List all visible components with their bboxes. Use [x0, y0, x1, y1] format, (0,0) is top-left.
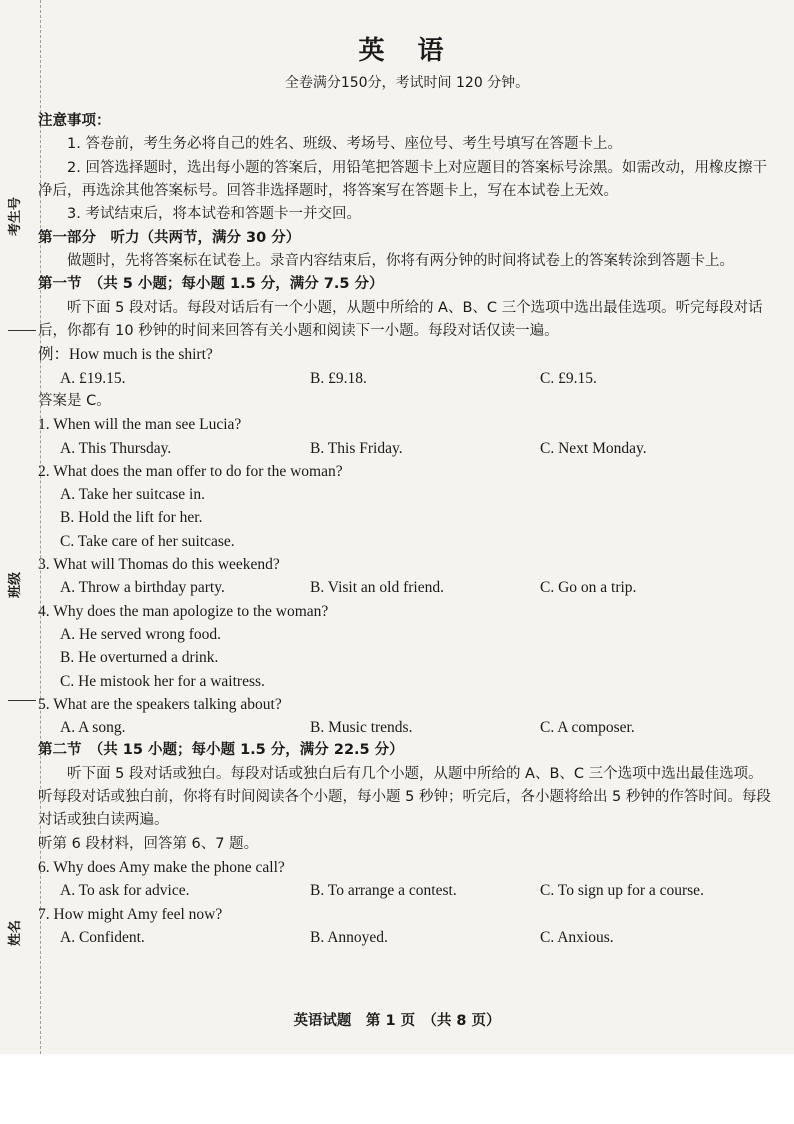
section1-instruction: 听下面 5 段对话。每段对话后有一个小题，从题中所给的 A、B、C 三个选项中选出最佳选项。听完每段对话后，你都有 10 秒钟的时间来回答有关小题和阅读下一小题。每段对话仅读一遍。 [38, 299, 763, 340]
notes-heading: 注意事项： [38, 113, 111, 129]
option-c: C. Go on a trip. [540, 579, 637, 597]
option-a: A. Take her suitcase in. [60, 486, 205, 504]
option-c: C. Take care of her suitcase. [60, 532, 235, 550]
option-b: B. Annoyed. [310, 928, 388, 946]
examinee-number-label: 考生号 [8, 196, 23, 236]
option-b: B. Hold the lift for her. [60, 509, 203, 527]
option-a: A. He served wrong food. [60, 625, 221, 643]
exam-content [38, 22, 776, 949]
example-answer: 答案是 C。 [38, 393, 111, 410]
binding-line [8, 330, 36, 331]
question-1: 1. When will the man see Lucia? [38, 416, 242, 434]
option-c: C. To sign up for a course. [540, 882, 704, 900]
option-b: B. Visit an old friend. [310, 579, 444, 597]
option-c: C. Anxious. [540, 928, 614, 946]
option-b: B. To arrange a contest. [310, 882, 457, 900]
question-7: 7. How might Amy feel now? [38, 905, 223, 923]
class-label: 班级 [8, 571, 23, 598]
option-c: C. A composer. [540, 719, 635, 737]
option-c: C. £9.15. [540, 369, 597, 387]
option-a: A. To ask for advice. [60, 882, 190, 900]
question-4: 4. Why does the man apologize to the woman? [38, 602, 329, 620]
question-6-options [38, 879, 776, 902]
option-b: B. Music trends. [310, 719, 413, 737]
question-5-options [38, 716, 776, 739]
section2-heading: 第二节 （共 15 小题；每小题 1.5 分，满分 22.5 分） [38, 742, 404, 759]
question-3: 3. What will Thomas do this weekend? [38, 556, 280, 574]
option-a: A. Throw a birthday party. [60, 579, 225, 597]
question-1-options [38, 437, 776, 460]
example-options [38, 367, 776, 390]
option-a: A. This Thursday. [60, 439, 172, 457]
option-c: C. Next Monday. [540, 439, 647, 457]
note-item: 3. 考试结束后，将本试卷和答题卡一并交回。 [67, 206, 361, 223]
option-b: B. This Friday. [310, 439, 403, 457]
question-5: 5. What are the speakers talking about? [38, 695, 282, 713]
page-title: 英 语 [358, 36, 456, 66]
question-6: 6. Why does Amy make the phone call? [38, 859, 285, 877]
option-c: C. He mistook her for a waitress. [60, 672, 265, 690]
question-7-options [38, 926, 776, 949]
binding-line [8, 700, 36, 701]
section2-instruction: 听下面 5 段对话或独白。每段对话或独白后有几个小题，从题中所给的 A、B、C 三个选项中选出最佳选项。听每段对话或独白前，你将有时间阅读各个小题，每小题 5 秒钟；听完后，各小题将给出 5 秒钟的作答时间。每段对话或独白读两遍。 [38, 765, 771, 829]
part1-instruction: 做题时，先将答案标在试卷上。录音内容结束后，你将有两分钟的时间将试卷上的答案转涂到答题卡上。 [67, 253, 734, 270]
note-item: 2. 回答选择题时，选出每小题的答案后，用铅笔把答题卡上对应题目的答案标号涂黑。如需改动，用橡皮擦干净后，再选涂其他答案标号。回答非选择题时，将答案写在答题卡上，写在本试卷上无效。 [38, 159, 767, 200]
question-2: 2. What does the man offer to do for the woman? [38, 462, 343, 480]
material-6-instruction: 听第 6 段材料，回答第 6、7 题。 [38, 835, 259, 852]
question-3-options [38, 576, 776, 599]
name-label: 姓名 [8, 919, 23, 946]
binding-margin [0, 0, 41, 1054]
option-b: B. He overturned a drink. [60, 649, 219, 667]
option-a: A. A song. [60, 719, 126, 737]
section1-heading: 第一节 （共 5 小题；每小题 1.5 分，满分 7.5 分） [38, 276, 384, 293]
exam-info: 全卷满分150分，考试时间 120 分钟。 [284, 75, 530, 91]
option-a: A. £19.15. [60, 369, 126, 387]
example-question: 例：How much is the shirt? [38, 346, 213, 364]
option-b: B. £9.18. [310, 369, 367, 387]
page-footer: 英语试题 第 1 页 （共 8 页） [293, 1013, 501, 1029]
option-a: A. Confident. [60, 928, 145, 946]
note-item: 1. 答卷前，考生务必将自己的姓名、班级、考场号、座位号、考生号填写在答题卡上。 [67, 136, 622, 153]
part1-heading: 第一部分 听力（共两节，满分 30 分） [38, 229, 301, 246]
